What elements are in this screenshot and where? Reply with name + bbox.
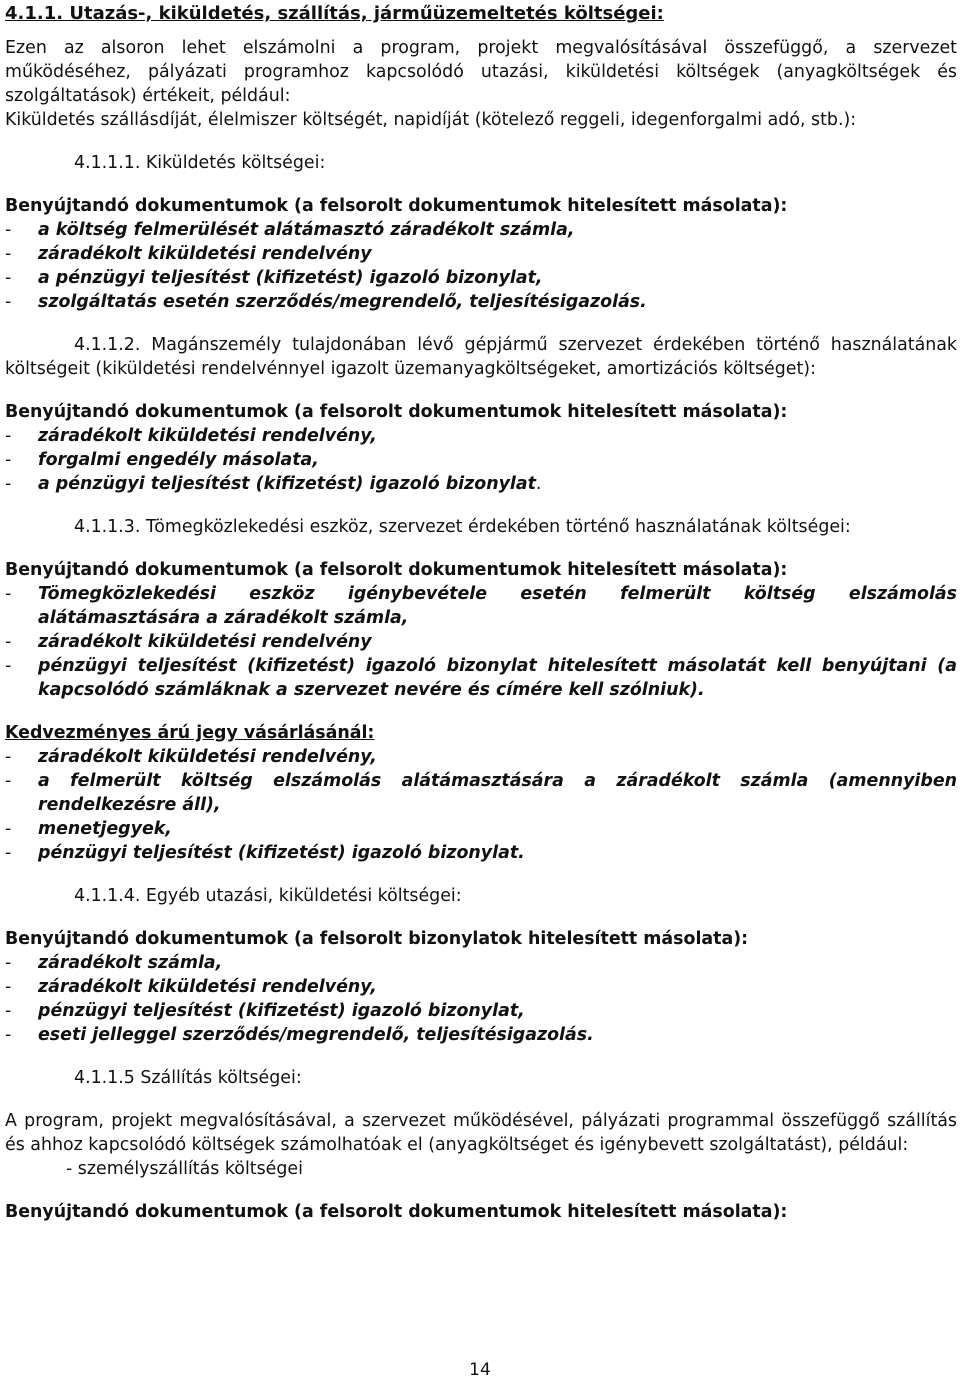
list-item: - menetjegyek, — [5, 819, 172, 839]
documents-label-2: Benyújtandó dokumentumok (a felsorolt dokumentumok hitelesített másolata): — [5, 402, 788, 422]
list-item: - záradékolt számla, — [5, 953, 223, 973]
documents-list-3 — [5, 582, 957, 702]
documents-list-1 — [5, 218, 957, 314]
documents-label-3: Benyújtandó dokumentumok (a felsorolt dokumentumok hitelesített másolata): — [5, 560, 788, 580]
list-item: - záradékolt kiküldetési rendelvény — [5, 632, 372, 652]
list-item: - záradékolt kiküldetési rendelvény — [5, 244, 372, 264]
list-item: - záradékolt kiküldetési rendelvény, — [5, 977, 377, 997]
documents-list-4 — [5, 951, 957, 1047]
discount-ticket-label: Kedvezményes árú jegy vásárlásánál: — [5, 723, 375, 743]
list-item: - eseti jelleggel szerződés/megrendelő, teljesítésigazolás. — [5, 1025, 594, 1045]
list-item: - pénzügyi teljesítést (kifizetést) igazoló bizonylat, — [5, 1001, 525, 1021]
documents-label-4: Benyújtandó dokumentumok (a felsorolt bizonylatok hitelesített másolata): — [5, 929, 749, 949]
documents-label-5: Benyújtandó dokumentumok (a felsorolt dokumentumok hitelesített másolata): — [5, 1202, 788, 1222]
list-item: - a költség felmerülését alátámasztó záradékolt számla, — [5, 220, 575, 240]
document-page — [5, 0, 957, 1224]
list-item: - záradékolt kiküldetési rendelvény, — [5, 747, 377, 767]
subsection-heading-3: 4.1.1.3. Tömegközlekedési eszköz, szervezet érdekében történő használatának költségei: — [74, 517, 851, 537]
list-item: - Tömegközlekedési eszköz igénybevétele esetén felmerült költség elszámolás alátámasztására a záradékolt számla, — [5, 584, 957, 628]
list-item: - pénzügyi teljesítést (kifizetést) igazoló bizonylat hitelesített másolatát kell benyújtani (a kapcsolódó számláknak a szervezet nevére és címére kell szólniuk). — [5, 656, 957, 700]
list-item: - a pénzügyi teljesítést (kifizetést) igazoló bizonylat, — [5, 268, 543, 288]
list-item: - szolgáltatás esetén szerződés/megrendelő, teljesítésigazolás. — [5, 292, 647, 312]
section-title: 4.1.1. Utazás-, kiküldetés, szállítás, járműüzemeltetés költségei: — [5, 3, 664, 24]
list-item: - forgalmi engedély másolata, — [5, 450, 319, 470]
list-item: - a felmerült költség elszámolás alátámasztására a záradékolt számla (amennyiben rendelkezésre áll), — [5, 771, 957, 815]
shipping-item: - személyszállítás költségei — [66, 1159, 303, 1179]
page-number: 14 — [469, 1360, 491, 1380]
subsection-heading-4: 4.1.1.4. Egyéb utazási, kiküldetési költségei: — [74, 886, 462, 906]
subsection-heading-2: 4.1.1.2. Magánszemély tulajdonában lévő gépjármű szervezet érdekében történő használatának költségeit (kiküldetési rendelvénnyel igazolt üzemanyagköltségeket, amortizációs költséget): — [5, 335, 957, 379]
list-item: - záradékolt kiküldetési rendelvény, — [5, 426, 377, 446]
intro-paragraph-2: Kiküldetés szállásdíját, élelmiszer költségét, napidíját (kötelező reggeli, idegenforgalmi adó, stb.): — [5, 110, 857, 130]
documents-list-2 — [5, 424, 957, 496]
list-item: - pénzügyi teljesítést (kifizetést) igazoló bizonylat. — [5, 843, 525, 863]
shipping-paragraph: A program, projekt megvalósításával, a szervezet működésével, pályázati programmal összefüggő szállítás és ahhoz kapcsolódó költségek számolhatóak el (anyagköltséget és igénybevett szolgáltatást), például: — [5, 1111, 957, 1155]
subsection-heading-1: 4.1.1.1. Kiküldetés költségei: — [74, 153, 326, 173]
subsection-heading-5: 4.1.1.5 Szállítás költségei: — [74, 1068, 302, 1088]
list-item: - a pénzügyi teljesítést (kifizetést) igazoló bizonylat. — [5, 474, 542, 494]
documents-label-1: Benyújtandó dokumentumok (a felsorolt dokumentumok hitelesített másolata): — [5, 196, 788, 216]
intro-paragraph: Ezen az alsoron lehet elszámolni a program, projekt megvalósításával összefüggő, a szervezet működéséhez, pályázati programhoz kapcsolódó utazási, kiküldetési költségek (anyagköltségek és szolgáltatások) értékeit, például: — [5, 38, 957, 106]
discount-list — [5, 745, 957, 865]
